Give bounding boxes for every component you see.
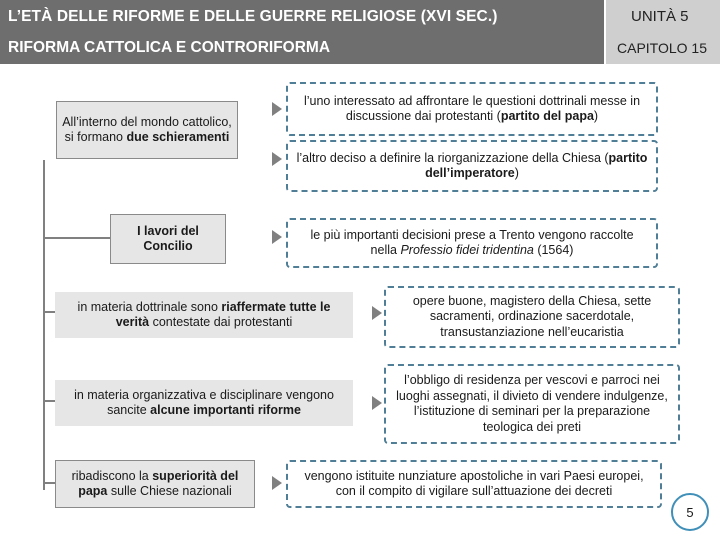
partito-papa-bold: partito del papa: [500, 109, 594, 123]
box-superiorita: [55, 460, 255, 508]
partito-papa-text: l’uno interessato ad affrontare le questioni dottrinali messe in discussione dai protestanti (: [303, 93, 641, 123]
chapter-label: CAPITOLO 15: [617, 40, 708, 56]
box-schieramenti: [56, 101, 238, 159]
partito-imperatore-text: l’altro deciso a definire la riorganizzazione della Chiesa (: [296, 150, 609, 165]
superiorita-bold: superiorità del papa: [78, 468, 239, 498]
arrow-icon: [372, 306, 382, 320]
opere-text: opere buone, magistero della Chiesa, sette sacramenti, ordinazione sacerdotale, transustanziazione nell’eucaristia: [412, 293, 652, 339]
connector-to-superiorita: [43, 482, 55, 484]
arrow-icon: [272, 102, 282, 116]
dottrinale-post: contestate dai protestanti: [149, 315, 293, 329]
box-partito-imperatore: [286, 140, 658, 192]
unit-label: UNITÀ 5: [631, 8, 689, 25]
residenza-text: l’obbligo di residenza per vescovi e parroci nei luoghi assegnati, il divieto di vendere indulgenze, l’istituzione di seminari per la preparazione teologica dei preti: [396, 373, 668, 434]
partito-papa-post: ): [593, 109, 599, 123]
connector-to-lavori: [43, 237, 111, 239]
schieramenti-text: All’interno del mondo cattolico, si formano: [62, 114, 232, 144]
nunziature-text: vengono istituite nunziature apostoliche in vari Paesi europei, con il compito di vigilare sull’attuazione dei decreti: [304, 468, 644, 498]
connector-vertical-main: [43, 160, 45, 490]
arrow-icon: [272, 152, 282, 166]
box-residenza: [384, 364, 680, 444]
decisioni-post: (1564): [533, 243, 574, 257]
page-title: L’ETÀ DELLE RIFORME E DELLE GUERRE RELIGIOSE (XVI SEC.): [8, 8, 498, 25]
superiorita-text: ribadiscono la: [71, 468, 153, 483]
partito-imperatore-post: ): [514, 166, 519, 180]
organizzativa-text: in materia organizzativa e disciplinare vengono sancite: [74, 387, 334, 417]
connector-to-dottrinale: [43, 311, 55, 313]
connector-vertical-top: [43, 160, 45, 162]
arrow-icon: [372, 396, 382, 410]
box-dottrinale: [55, 292, 353, 338]
lavori-text: I lavori del Concilio: [137, 223, 199, 253]
schieramenti-bold: due schieramenti: [126, 130, 230, 144]
box-decisioni: [286, 218, 658, 268]
partito-imperatore-bold: partito dell’imperatore: [425, 150, 648, 180]
page-number: 5: [671, 493, 709, 531]
connector-to-organizzativa: [43, 400, 55, 402]
decisioni-italic: Professio fidei tridentina: [400, 243, 534, 257]
box-opere: [384, 286, 680, 348]
box-nunziature: [286, 460, 662, 508]
organizzativa-bold: alcune importanti riforme: [150, 403, 301, 417]
box-organizzativa: [55, 380, 353, 426]
superiorita-post: sulle Chiese nazionali: [107, 484, 232, 498]
dottrinale-bold: riaffermate tutte le verità: [115, 299, 331, 329]
decisioni-text: le più importanti decisioni prese a Trento vengono raccolte nella: [310, 227, 634, 257]
arrow-icon: [272, 476, 282, 490]
page-subtitle: RIFORMA CATTOLICA E CONTRORIFORMA: [8, 39, 331, 56]
box-lavori-concilio: [110, 214, 226, 264]
dottrinale-text: in materia dottrinale sono: [77, 299, 222, 314]
box-partito-papa: [286, 82, 658, 136]
arrow-icon: [272, 230, 282, 244]
